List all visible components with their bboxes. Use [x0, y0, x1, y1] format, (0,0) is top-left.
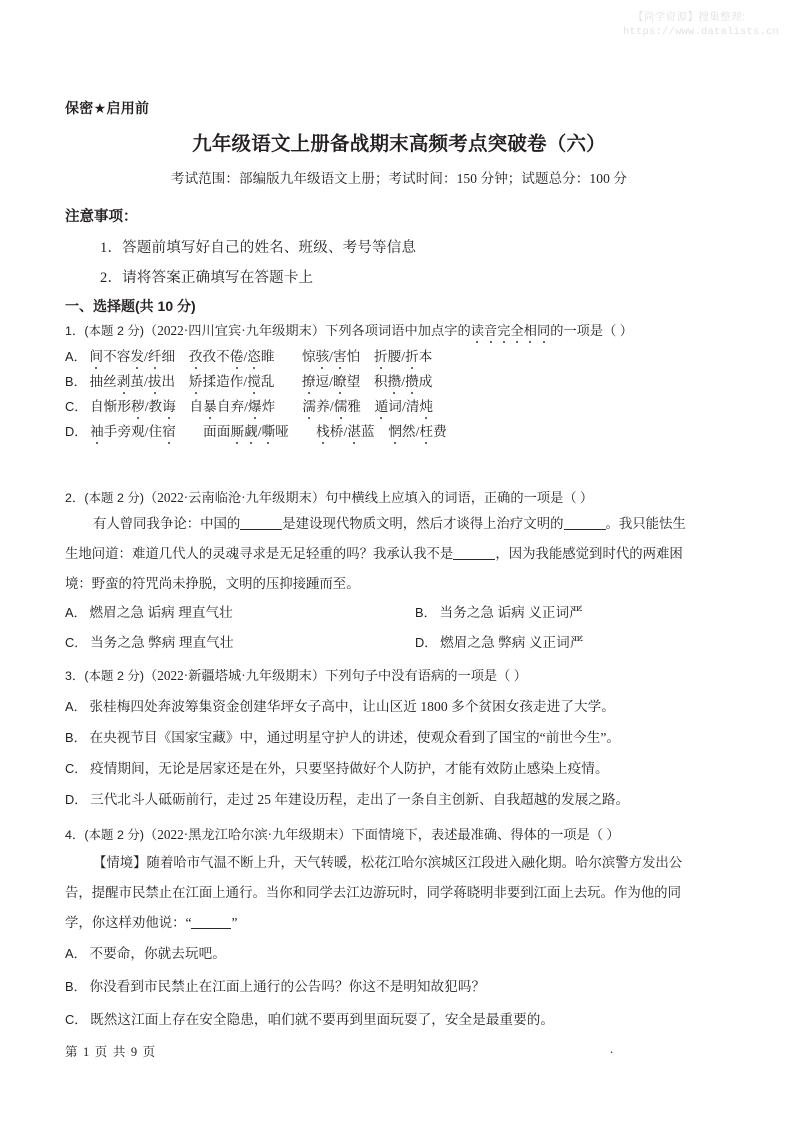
option-text: 三代北斗人砥砺前行，走过 25 年建设历程，走出了一条自主创新、自我超越的发展之路。 [90, 792, 630, 807]
question-1-stem [65, 320, 733, 339]
watermark-source-label: 【尚学资源】搜集整理: [632, 11, 746, 23]
question-1-source: （2022·四川宜宾·九年级期末） [144, 323, 326, 338]
question-3-stem-text: 下列句子中没有语病的一项是（ ） [325, 668, 527, 683]
option-text: 抽丝剥茧/拔出 矫揉造作/搅乱 撩逗/瞭望 积攒/攒成 [89, 374, 432, 389]
question-2-stem-text: 句中横线上应填入的词语，正确的一项是（ ） [325, 490, 594, 505]
passage-text: 。我只能怯生 [605, 516, 686, 531]
scenario-text: ” [231, 915, 238, 930]
exam-meta-line: 考试范围：部编版九年级语文上册；考试时间：150 分钟；试题总分：100 分 [170, 171, 628, 186]
option-label: D． [415, 635, 438, 650]
question-2-number: 2． [65, 491, 85, 505]
question-1-option-a[interactable] [65, 345, 733, 365]
question-4-option-c[interactable] [65, 1008, 733, 1028]
question-4-scenario-line-2: 告，提醒市民禁止在江面上通行。当你和同学去江边游玩时，同学蒋晓明非要到江面上去玩。作为他的同 [65, 885, 681, 900]
question-3-option-d[interactable] [65, 788, 733, 808]
question-2-option-d[interactable] [415, 631, 793, 651]
question-2-passage-line-1 [65, 513, 761, 532]
question-1-option-c[interactable] [65, 395, 733, 415]
question-3-source: （2022·新疆塔城·九年级期末） [144, 668, 326, 683]
footer-right-mark: . [610, 1042, 614, 1056]
option-text: 燃眉之急 弊病 义正词严 [440, 635, 584, 650]
option-text: 既然这江面上存在安全隐患，咱们就不要再到里面玩耍了，安全是最重要的。 [90, 1012, 555, 1027]
question-1-option-d[interactable] [65, 420, 733, 440]
question-2-passage-line-2 [65, 543, 733, 562]
option-label: D． [65, 424, 88, 439]
option-label: B． [415, 605, 437, 620]
question-3-option-b[interactable] [65, 726, 733, 746]
question-3-option-c[interactable] [65, 757, 733, 777]
question-4-score: (本题 2 分) [84, 828, 144, 842]
option-label: B． [65, 374, 87, 389]
question-2-passage-line-3: 境：野蛮的符咒尚未挣脱，文明的压抑接踵而至。 [65, 576, 360, 591]
page-footer [65, 1042, 733, 1060]
question-4-scenario-line-1: 【情境】随着哈市气温不断上升，天气转暖，松花江哈尔滨城区江段进入融化期。哈尔滨警方发出公 [93, 855, 683, 870]
question-1-stem-emphasis: 读音完全相同 [471, 323, 551, 338]
watermark-url: https://www.datalists.cn [622, 26, 779, 39]
question-2-score: (本题 2 分) [84, 491, 144, 505]
blank-field-1[interactable] [240, 529, 282, 530]
passage-text: 是建设现代物质文明，然后才谈得上治疗文明的 [282, 516, 564, 531]
option-text: 当务之急 诟病 义正词严 [439, 605, 583, 620]
option-label: A． [65, 605, 87, 620]
option-label: C． [65, 399, 88, 414]
notice-heading: 注意事项： [65, 209, 138, 225]
option-text: 你没看到市民禁止在江面上通行的公告吗？你这不是明知故犯吗？ [89, 979, 486, 994]
question-2-option-b[interactable] [415, 601, 793, 621]
question-3-stem [65, 665, 733, 684]
question-1-stem-part-b: 的一项是（ ） [550, 323, 633, 338]
section-heading-choice: 一、选择题(共 10 分) [65, 298, 196, 314]
option-label: C． [65, 635, 88, 650]
option-label: C． [65, 1012, 88, 1027]
option-label: A． [65, 699, 87, 714]
option-label: B． [65, 730, 87, 745]
question-1-option-b[interactable] [65, 370, 733, 390]
notice-item-1: 1．答题前填写好自己的姓名、班级、考号等信息 [100, 240, 417, 256]
option-label: B． [65, 979, 87, 994]
option-text: 张桂梅四处奔波筹集资金创建华坪女子高中，让山区近 1800 多个贫困女孩走进了大学。 [89, 699, 615, 714]
question-1-number: 1． [65, 324, 85, 338]
question-2-stem [65, 487, 733, 506]
confidential-notice: 保密★启用前 [65, 100, 150, 116]
page-number-label: 第 1 页 共 9 页 [65, 1045, 157, 1059]
option-label: A． [65, 349, 87, 364]
question-4-option-b[interactable] [65, 975, 733, 995]
blank-field-4[interactable] [191, 928, 231, 929]
blank-field-3[interactable] [453, 559, 495, 560]
option-text: 袖手旁观/住宿 面面厮觑/嘶哑 栈桥/湛蓝 惘然/枉费 [90, 424, 447, 439]
question-4-stem-text: 下面情境下，表述最准确、得体的一项是（ ） [351, 827, 620, 842]
question-2-source: （2022·云南临沧·九年级期末） [144, 490, 326, 505]
question-4-scenario-line-3 [65, 912, 733, 931]
question-1-stem-part-a: 下列各项词语中加点字的 [325, 323, 471, 338]
passage-text: ，因为我能感觉到时代的两难困 [495, 546, 683, 561]
option-text: 当务之急 弊病 理直气壮 [90, 635, 234, 650]
option-text: 在央视节目《国家宝藏》中，通过明星守护人的讲述，使观众看到了国宝的“前世今生”。 [89, 730, 621, 745]
page-title: 九年级语文上册备战期末高频考点突破卷（六） [192, 133, 606, 155]
option-text: 不要命，你就去玩吧。 [89, 946, 226, 961]
question-4-stem [65, 824, 733, 843]
passage-text: 生地问道：难道几代人的灵魂寻求是无足轻重的吗？我承认我不是 [65, 546, 454, 561]
question-3-option-a[interactable] [65, 695, 733, 715]
option-label: A． [65, 946, 87, 961]
option-text: 间不容发/纤细 孜孜不倦/恣睢 惊骇/害怕 折腰/折本 [89, 349, 432, 364]
option-label: C． [65, 761, 88, 776]
scenario-text: 学，你这样劝他说：“ [65, 915, 192, 930]
passage-text: 有人曾同我争论：中国的 [93, 516, 241, 531]
question-3-number: 3． [65, 669, 85, 683]
document-page [65, 0, 733, 1122]
question-4-source: （2022·黑龙江哈尔滨·九年级期末） [144, 827, 352, 842]
option-text: 燃眉之急 诟病 理直气壮 [89, 605, 233, 620]
question-3-score: (本题 2 分) [84, 669, 144, 683]
blank-field-2[interactable] [564, 529, 606, 530]
notice-item-2: 2．请将答案正确填写在答题卡上 [100, 270, 314, 286]
option-text: 自惭形秽/教诲 自暴自弃/爆炸 濡养/儒雅 遁词/清炖 [90, 399, 433, 414]
question-1-score: (本题 2 分) [84, 324, 144, 338]
option-label: D． [65, 792, 88, 807]
option-text: 疫情期间，无论是居家还是在外，只要坚持做好个人防护，才能有效防止感染上疫情。 [90, 761, 609, 776]
question-4-option-a[interactable] [65, 942, 733, 962]
question-4-number: 4． [65, 828, 85, 842]
